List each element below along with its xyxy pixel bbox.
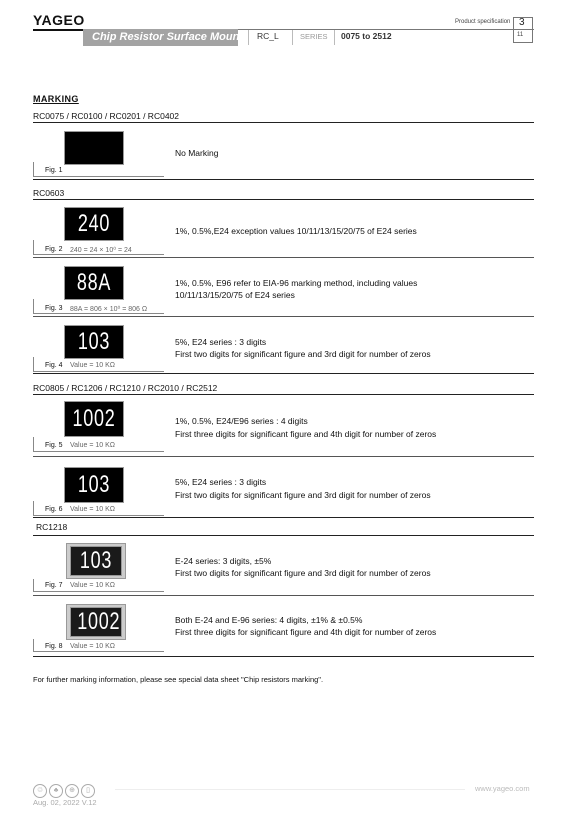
figure-description: 1%, 0.5%,E24 exception values 10/11/13/15/20/75 of E24 series xyxy=(175,226,417,236)
group-rule xyxy=(33,394,534,395)
footer-rule xyxy=(115,789,465,790)
chip-marking: 240 xyxy=(77,210,111,237)
figure-description: Both E-24 and E-96 series: 4 digits, ±1% & ±0.5% xyxy=(175,615,363,625)
figure-description: No Marking xyxy=(175,148,219,158)
page-number: 3 xyxy=(519,17,525,28)
chip-marking: 103 xyxy=(77,471,111,498)
figure-note: 240 = 24 × 10⁰ = 24 xyxy=(70,247,132,254)
total-pages: 11 xyxy=(517,32,524,38)
chip-image xyxy=(64,131,124,165)
figure-description: First two digits for significant figure and 3rd digit for number of zeros xyxy=(175,490,431,500)
footer-note: For further marking information, please see special data sheet "Chip resistors marking". xyxy=(33,675,324,684)
figure-note: Value = 10 KΩ xyxy=(70,362,115,369)
yageo-logo: YAGEO xyxy=(33,12,85,28)
figure-description: 5%, E24 series : 3 digits xyxy=(175,477,267,487)
group-rule xyxy=(33,199,534,200)
doc-code: RC_L xyxy=(257,31,279,41)
group-rule xyxy=(33,535,534,536)
figure-description: 5%, E24 series : 3 digits xyxy=(175,337,267,347)
figure-label: Fig. 8 xyxy=(45,643,63,650)
chip-image xyxy=(70,546,122,576)
leaf-icon: ♣ xyxy=(49,784,63,798)
group-rule xyxy=(33,122,534,123)
group-rule xyxy=(33,373,534,374)
document-title: Chip Resistor Surface Mount xyxy=(92,31,243,43)
series-label: SERIES xyxy=(300,32,328,41)
figure-label: Fig. 1 xyxy=(45,167,63,174)
chip-image xyxy=(64,325,124,359)
website-link[interactable]: www.yageo.com xyxy=(475,784,530,793)
globe-icon: ⊕ xyxy=(65,784,79,798)
group-heading: RC0075 / RC0100 / RC0201 / RC0402 xyxy=(33,111,179,121)
group-rule xyxy=(33,517,534,518)
figure-description: First two digits for significant figure and 3rd digit for number of zeros xyxy=(175,568,431,578)
figure-description: 10/11/13/15/20/75 of E24 series xyxy=(175,290,295,300)
product-specification-label: Product specification xyxy=(455,19,511,25)
figure-label: Fig. 7 xyxy=(45,582,63,589)
figure-description: First three digits for significant figure and 4th digit for number of zeros xyxy=(175,429,437,439)
figure-label: Fig. 2 xyxy=(45,246,63,253)
section-title: MARKING xyxy=(33,94,79,104)
figure-rule xyxy=(33,595,534,596)
group-heading: RC1218 xyxy=(36,522,68,532)
figure-description: 1%, 0.5%, E96 refer to EIA-96 marking method, including values xyxy=(175,278,418,288)
figure-note: 88A = 806 × 10⁰ = 806 Ω xyxy=(70,306,148,313)
chip-marking: 103 xyxy=(79,547,113,574)
recycle-icon: ♲ xyxy=(33,784,47,798)
chip-image xyxy=(70,607,122,637)
group-rule xyxy=(33,179,534,180)
header-separator xyxy=(248,30,249,45)
chip-image xyxy=(64,401,124,437)
figure-description: 1%, 0.5%, E24/E96 series : 4 digits xyxy=(175,416,308,426)
group-rule xyxy=(33,656,534,657)
chip-marking: 1002 xyxy=(72,405,116,432)
chip-marking: 1002 xyxy=(77,608,121,635)
figure-rule xyxy=(33,316,534,317)
group-heading: RC0805 / RC1206 / RC1210 / RC2010 / RC2512 xyxy=(33,383,218,393)
figure-label: Fig. 5 xyxy=(45,442,63,449)
chip-image xyxy=(64,467,124,503)
logo-underline xyxy=(33,29,83,31)
figure-label: Fig. 3 xyxy=(45,305,63,312)
certification-icons xyxy=(33,779,97,798)
chip-image xyxy=(64,207,124,241)
chip-image xyxy=(64,266,124,300)
figure-note: Value = 10 KΩ xyxy=(70,506,115,513)
header-separator xyxy=(292,30,293,45)
page-number-divider xyxy=(513,29,532,30)
figure-label: Fig. 6 xyxy=(45,506,63,513)
figure-rule xyxy=(33,456,534,457)
battery-icon: ▯ xyxy=(81,784,95,798)
figure-rule xyxy=(33,257,534,258)
series-range: 0075 to 2512 xyxy=(341,31,392,41)
figure-label: Fig. 4 xyxy=(45,362,63,369)
chip-marking: 88A xyxy=(76,269,112,296)
figure-note: Value = 10 KΩ xyxy=(70,442,115,449)
header-separator xyxy=(334,30,335,45)
figure-note: Value = 10 KΩ xyxy=(70,643,115,650)
document-date: Aug. 02, 2022 V.12 xyxy=(33,798,97,807)
group-heading: RC0603 xyxy=(33,188,65,198)
figure-description: First two digits for significant figure and 3rd digit for number of zeros xyxy=(175,349,431,359)
figure-description: E-24 series: 3 digits, ±5% xyxy=(175,556,272,566)
chip-dimension-note: . xyxy=(123,158,124,162)
figure-note: Value = 10 KΩ xyxy=(70,582,115,589)
figure-description: First three digits for significant figure and 4th digit for number of zeros xyxy=(175,627,437,637)
chip-marking: 103 xyxy=(77,328,111,355)
